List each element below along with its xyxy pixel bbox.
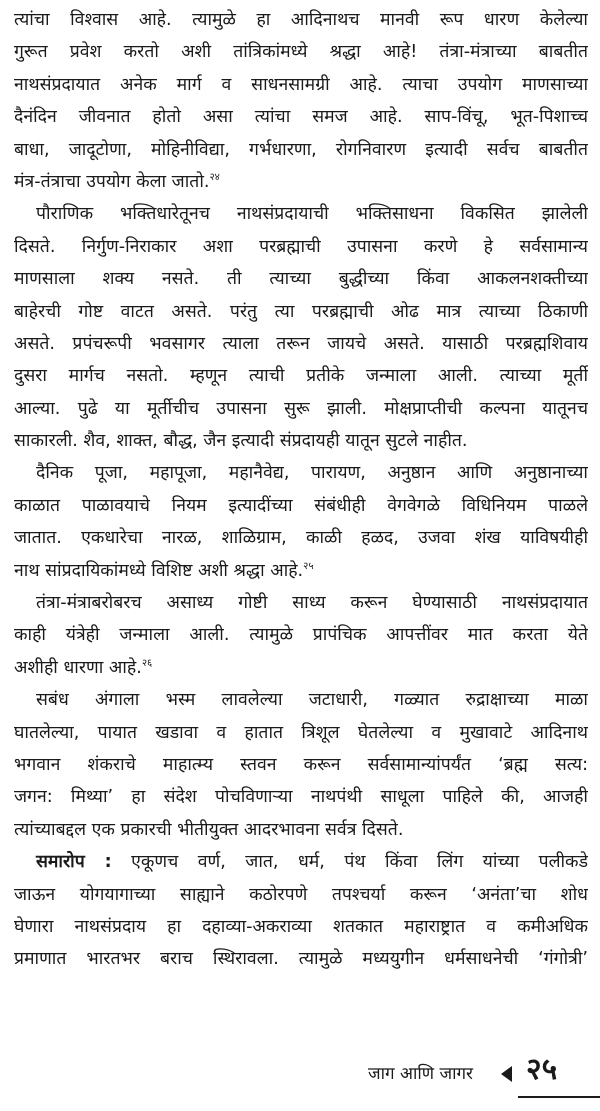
text-line: त्यांचा विश्वास आहे. त्यामुळे हा आदिनाथच मानवी रूप धारण केलेल्या bbox=[14, 10, 588, 30]
text-line: नाथसंप्रदायात अनेक मार्ग व साधनसामग्री आहे. त्याचा उपयोग माणसाच्या bbox=[14, 74, 588, 95]
text-line: जातात. एकधारेचा नारळ, शाळिग्राम, काळी हळद, उजवा शंख याविषयीही bbox=[14, 528, 588, 549]
page-footer bbox=[0, 1052, 600, 1098]
text-line: दैनंदिन जीवनात होतो असा त्यांचा समज आहे. साप-विंचू, भूत-पिशाच्च bbox=[14, 107, 588, 128]
text-line: साकारली. शैव, शाक्त, बौद्ध, जैन इत्यादी संप्रदायही यातून सुटले नाहीत. bbox=[14, 431, 468, 452]
text-line: तंत्रा-मंत्राबरोबरच असाध्य गोष्टी साध्य करून घेण्यासाठी नाथसंप्रदायात bbox=[36, 593, 588, 614]
text-line: असते. प्रपंचरूपी भवसागर त्याला तरून जायचे असते. यासाठी परब्रह्मशिवाय bbox=[14, 333, 588, 354]
line-text: एकूणच वर्ण, जात, धर्म, पंथ किंवा लिंग यांच्या पलीकडे bbox=[131, 852, 588, 873]
footnote-ref: २६ bbox=[141, 657, 153, 669]
page-number: २५ bbox=[526, 1052, 558, 1087]
text-line: माणसाला शक्य नसते. ती त्याच्या बुद्धीच्या किंवा आकलनशक्तीच्या bbox=[14, 269, 588, 290]
footnote-ref: २४ bbox=[209, 172, 220, 184]
text-line: प्रमाणात भारतभर बराच स्थिरावला. त्यामुळे मध्ययुगीन धर्मसाधनेची ‘गंगोत्री’ bbox=[14, 949, 588, 970]
line-text: मंत्र-तंत्राचा उपयोग केला जातो. bbox=[14, 171, 210, 192]
text-line: दैनिक पूजा, महापूजा, महानैवेद्य, पारायण, अनुष्ठान आणि अनुष्ठानाच्या bbox=[36, 463, 588, 484]
text-line: बाहेरची गोष्ट वाटत असते. परंतु त्या परब्रह्माची ओढ मात्र त्याच्या ठिकाणी bbox=[14, 301, 588, 322]
book-title: जाग आणि जागर bbox=[368, 1064, 474, 1084]
text-line bbox=[14, 846, 588, 878]
text-line: पौराणिक भक्तिधारेतूनच नाथसंप्रदायाची भक्तिसाधना विकसित झालेली bbox=[36, 204, 588, 225]
text-line: काळात पाळावयाचे नियम इत्यादींच्या संबंधीही वेगवेगळे विधिनियम पाळले bbox=[14, 495, 588, 516]
text-line: घातलेल्या, पायात खडावा व हातात त्रिशूल घेतलेल्या व मुखावाटे आदिनाथ bbox=[14, 722, 588, 743]
section-heading: समारोप : bbox=[36, 852, 112, 873]
line-text: नाथ सांप्रदायिकांमध्ये विशिष्ट अशी श्रद्धा आहे. bbox=[14, 560, 304, 581]
arrow-left-icon bbox=[501, 1066, 512, 1082]
footer-rule bbox=[518, 1096, 600, 1098]
text-line: बाधा, जादूटोणा, मोहिनीविद्या, गर्भधारणा, रोगनिवारण इत्यादी सर्वच बाबतीत bbox=[14, 139, 588, 160]
text-line: गुरूत प्रवेश करतो अशी तांत्रिकांमध्ये श्रद्धा आहे! तंत्रा-मंत्राच्या बाबतीत bbox=[14, 42, 588, 63]
text-line: दिसते. निर्गुण-निराकार अशा परब्रह्माची उपासना करणे हे सर्वसामान्य bbox=[14, 236, 588, 257]
text-line: जगन: मिथ्या’ हा संदेश पोचविणाऱ्या नाथपंथी साधूला पाहिले की, आजही bbox=[14, 787, 588, 808]
text-line: घेणारा नाथसंप्रदाय हा दहाव्या-अकराव्या शतकात महाराष्ट्रात व कमीअधिक bbox=[14, 916, 588, 937]
text-line: काही यंत्रेही जन्माला आली. त्यामुळे प्रापंचिक आपत्तींवर मात करता येते bbox=[14, 625, 588, 646]
text-line: जाऊन योगयागाच्या साह्याने कठोरपणे तपश्चर्या करून ‘अनंता’चा शोध bbox=[14, 884, 588, 905]
text-line bbox=[14, 166, 588, 198]
footnote-ref: २५ bbox=[303, 560, 314, 572]
text-line: आल्या. पुढे या मूर्तीचीच उपासना सुरू झाली. मोक्षप्राप्तीची कल्पना यातूनच bbox=[14, 398, 588, 419]
text-line: दुसरा मार्गच नसतो. म्हणून त्याची प्रतीके जन्माला आली. त्याच्या मूर्ती bbox=[14, 366, 588, 387]
text-line bbox=[14, 652, 588, 684]
text-line bbox=[14, 555, 588, 587]
text-line: सबंध अंगाला भस्म लावलेल्या जटाधारी, गळ्यात रुद्राक्षाच्या माळा bbox=[36, 690, 588, 711]
line-text: अशीही धारणा आहे. bbox=[14, 657, 142, 678]
text-line: त्यांच्याबद्दल एक प्रकारची भीतीयुक्त आदरभावना सर्वत्र दिसते. bbox=[14, 819, 404, 840]
text-line: भगवान शंकराचे माहात्म्य स्तवन करून सर्वसामान्यांपर्यंत ‘ब्रह्म सत्य: bbox=[14, 754, 588, 775]
body-text bbox=[14, 4, 588, 976]
